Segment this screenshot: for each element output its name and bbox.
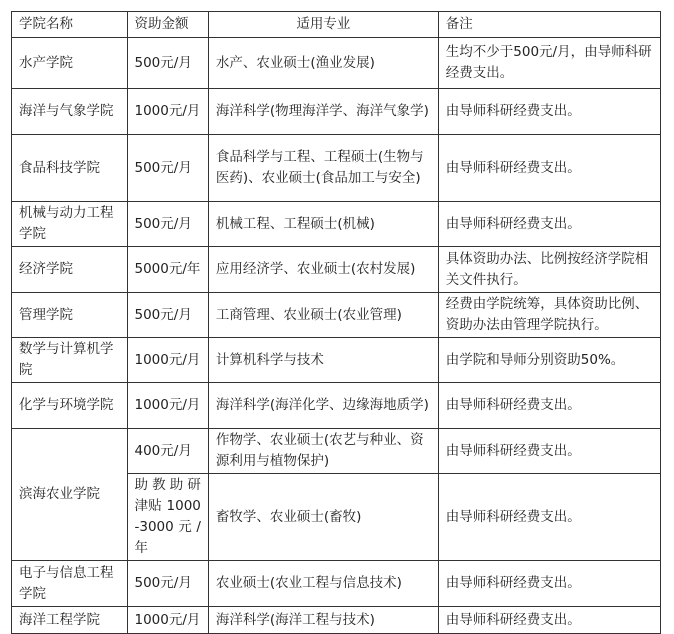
table-row — [12, 429, 661, 474]
table-row — [12, 202, 661, 247]
major-cell: 畜牧学、农业硕士(畜牧) — [208, 474, 438, 561]
note-cell: 由学院和导师分别资助50%。 — [438, 338, 660, 383]
college-cell: 海洋与气象学院 — [12, 89, 128, 135]
major-cell: 工商管理、农业硕士(农业管理) — [208, 293, 438, 338]
college-cell: 食品科技学院 — [12, 135, 128, 202]
table-row — [12, 38, 661, 89]
header-row — [12, 12, 661, 38]
amount-cell: 5000元/年 — [127, 247, 208, 293]
college-cell: 水产学院 — [12, 38, 128, 89]
amount-cell: 1000元/月 — [127, 89, 208, 135]
amount-cell: 1000元/月 — [127, 383, 208, 429]
table-row — [12, 607, 661, 634]
amount-cell: 500元/月 — [127, 38, 208, 89]
college-cell: 海洋工程学院 — [12, 607, 128, 634]
major-cell: 水产、农业硕士(渔业发展) — [208, 38, 438, 89]
header-college: 学院名称 — [12, 12, 128, 38]
major-cell: 作物学、农业硕士(农艺与种业、资源利用与植物保护) — [208, 429, 438, 474]
note-cell: 由导师科研经费支出。 — [438, 429, 660, 474]
table-row — [12, 89, 661, 135]
note-cell: 生均不少于500元/月，由导师科研经费支出。 — [438, 38, 660, 89]
major-cell: 农业硕士(农业工程与信息技术) — [208, 561, 438, 607]
college-cell: 电子与信息工程学院 — [12, 561, 128, 607]
note-cell: 由导师科研经费支出。 — [438, 561, 660, 607]
table-row — [12, 135, 661, 202]
table-row — [12, 383, 661, 429]
amount-cell: 500元/月 — [127, 293, 208, 338]
table-row — [12, 247, 661, 293]
header-amount: 资助金额 — [127, 12, 208, 38]
funding-table — [11, 11, 661, 634]
amount-cell: 1000元/月 — [127, 607, 208, 634]
note-cell: 由导师科研经费支出。 — [438, 135, 660, 202]
note-cell: 由导师科研经费支出。 — [438, 383, 660, 429]
major-cell: 食品科学与工程、工程硕士(生物与医药)、农业硕士(食品加工与安全) — [208, 135, 438, 202]
note-cell: 由导师科研经费支出。 — [438, 474, 660, 561]
major-cell: 海洋科学(物理海洋学、海洋气象学) — [208, 89, 438, 135]
table-row — [12, 293, 661, 338]
note-cell: 经费由学院统筹，具体资助比例、资助办法由管理学院执行。 — [438, 293, 660, 338]
major-cell: 应用经济学、农业硕士(农村发展) — [208, 247, 438, 293]
note-cell: 具体资助办法、比例按经济学院相关文件执行。 — [438, 247, 660, 293]
college-cell: 机械与动力工程学院 — [12, 202, 128, 247]
major-cell: 海洋科学(海洋化学、边缘海地质学) — [208, 383, 438, 429]
note-cell: 由导师科研经费支出。 — [438, 202, 660, 247]
amount-cell: 500元/月 — [127, 202, 208, 247]
note-cell: 由导师科研经费支出。 — [438, 89, 660, 135]
major-cell: 机械工程、工程硕士(机械) — [208, 202, 438, 247]
college-cell: 数学与计算机学院 — [12, 338, 128, 383]
table-row — [12, 338, 661, 383]
note-cell: 由导师科研经费支出。 — [438, 607, 660, 634]
college-cell: 经济学院 — [12, 247, 128, 293]
major-cell: 计算机科学与技术 — [208, 338, 438, 383]
college-cell: 化学与环境学院 — [12, 383, 128, 429]
college-cell: 滨海农业学院 — [12, 429, 128, 561]
table-row — [12, 561, 661, 607]
header-note: 备注 — [438, 12, 660, 38]
amount-cell: 500元/月 — [127, 135, 208, 202]
amount-cell: 1000元/月 — [127, 338, 208, 383]
amount-cell: 500元/月 — [127, 561, 208, 607]
college-cell: 管理学院 — [12, 293, 128, 338]
amount-cell: 助教助研津贴 1000-3000元/年 — [127, 474, 208, 561]
major-cell: 海洋科学(海洋工程与技术) — [208, 607, 438, 634]
header-major: 适用专业 — [208, 12, 438, 38]
amount-cell: 400元/月 — [127, 429, 208, 474]
